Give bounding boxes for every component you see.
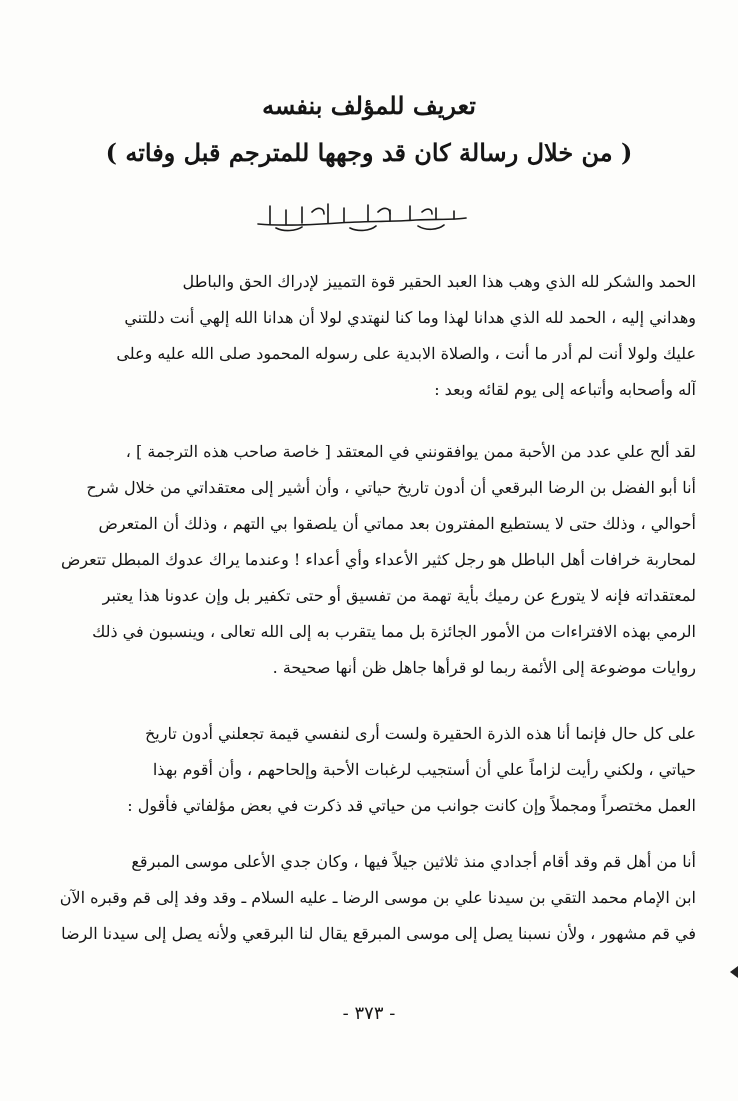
paragraph-3 bbox=[42, 716, 696, 824]
text-line: وهداني إليه ، الحمد لله الذي هدانا لهذا وما كنا لنهتدي لولا أن هدانا الله إلهي أنت دللتني bbox=[124, 308, 696, 327]
text-line: آله وأصحابه وأتباعه إلى يوم لقائه وبعد : bbox=[434, 380, 696, 399]
text-line: لمعتقداته فإنه لا يتورع عن رميك بأية تهمة من تفسيق أو حتى تكفير بل وإن عدونا هذا يعتبر bbox=[102, 586, 696, 605]
text-line: على كل حال فإنما أنا هذه الذرة الحقيرة ولست أرى لنفسي قيمة تجعلني أدون تاريخ bbox=[144, 724, 696, 743]
page-subtitle: ( من خلال رسالة كان قد وجهها للمترجم قبل وفاته ) bbox=[105, 138, 633, 167]
margin-arrow-icon bbox=[730, 966, 738, 978]
paragraph-1 bbox=[42, 264, 696, 408]
text-line: أحوالي ، وذلك حتى لا يستطيع المفترون بعد مماتي أن يلصقوا بي التهم ، وذلك أن المتعرض bbox=[98, 514, 696, 533]
page-number: - ٣٧٣ - bbox=[342, 1003, 396, 1024]
text-line: روايات موضوعة إلى الأئمة ربما لو قرأها جاهل ظن أنها صحيحة . bbox=[272, 658, 696, 677]
text-line: في قم مشهور ، ولأن نسبنا يصل إلى موسى المبرقع يقال لنا البرقعي ولأنه يصل إلى سيدنا الرضا bbox=[61, 924, 696, 943]
text-line: ابن الإمام محمد التقي بن سيدنا علي بن موسى الرضا ـ عليه السلام ـ وقد وفد إلى قم وقبره الآن bbox=[59, 888, 696, 907]
text-line: حياتي ، ولكني رأيت لزاماً علي أن أستجيب لرغبات الأحبة وإلحاحهم ، وأن أقوم بهذا bbox=[152, 760, 696, 779]
text-line: لمحاربة خرافات أهل الباطل هو رجل كثير الأعداء وأي أعداء ! وعندما يراك عدوك المبطل تتعرض bbox=[60, 550, 696, 569]
page-title: تعريف للمؤلف بنفسه bbox=[262, 91, 476, 120]
text-line: أنا من أهل قم وقد أقام أجدادي منذ ثلاثين جيلاً فيها ، وكان جدي الأعلى موسى المبرقع bbox=[131, 852, 696, 871]
text-line: الرمي بهذه الافتراءات من الأمور الجائزة بل مما يتقرب به إلى الله تعالى ، وينسبون في ذلك bbox=[92, 622, 696, 641]
text-line: العمل مختصراً ومجملاً وإن كانت جوانب من حياتي قد ذكرت في بعض مؤلفاتي فأقول : bbox=[127, 796, 696, 815]
paragraph-2 bbox=[42, 434, 696, 686]
paragraph-4 bbox=[42, 844, 696, 952]
text-line: الحمد والشكر لله الذي وهب هذا العبد الحقير قوة التمييز لإدراك الحق والباطل bbox=[182, 272, 696, 291]
text-line: أنا أبو الفضل بن الرضا البرقعي أن أدون تاريخ حياتي ، وأن أشير إلى معتقداتي من خلال شرح bbox=[86, 478, 696, 497]
text-line: عليك ولولا أنت لم أدر ما أنت ، والصلاة الابدية على رسوله المحمود صلى الله عليه وعلى bbox=[116, 344, 696, 363]
text-line: لقد ألح علي عدد من الأحبة ممن يوافقونني في المعتقد [ خاصة صاحب هذه الترجمة ] ، bbox=[125, 442, 696, 461]
basmala-calligraphy bbox=[240, 198, 480, 234]
